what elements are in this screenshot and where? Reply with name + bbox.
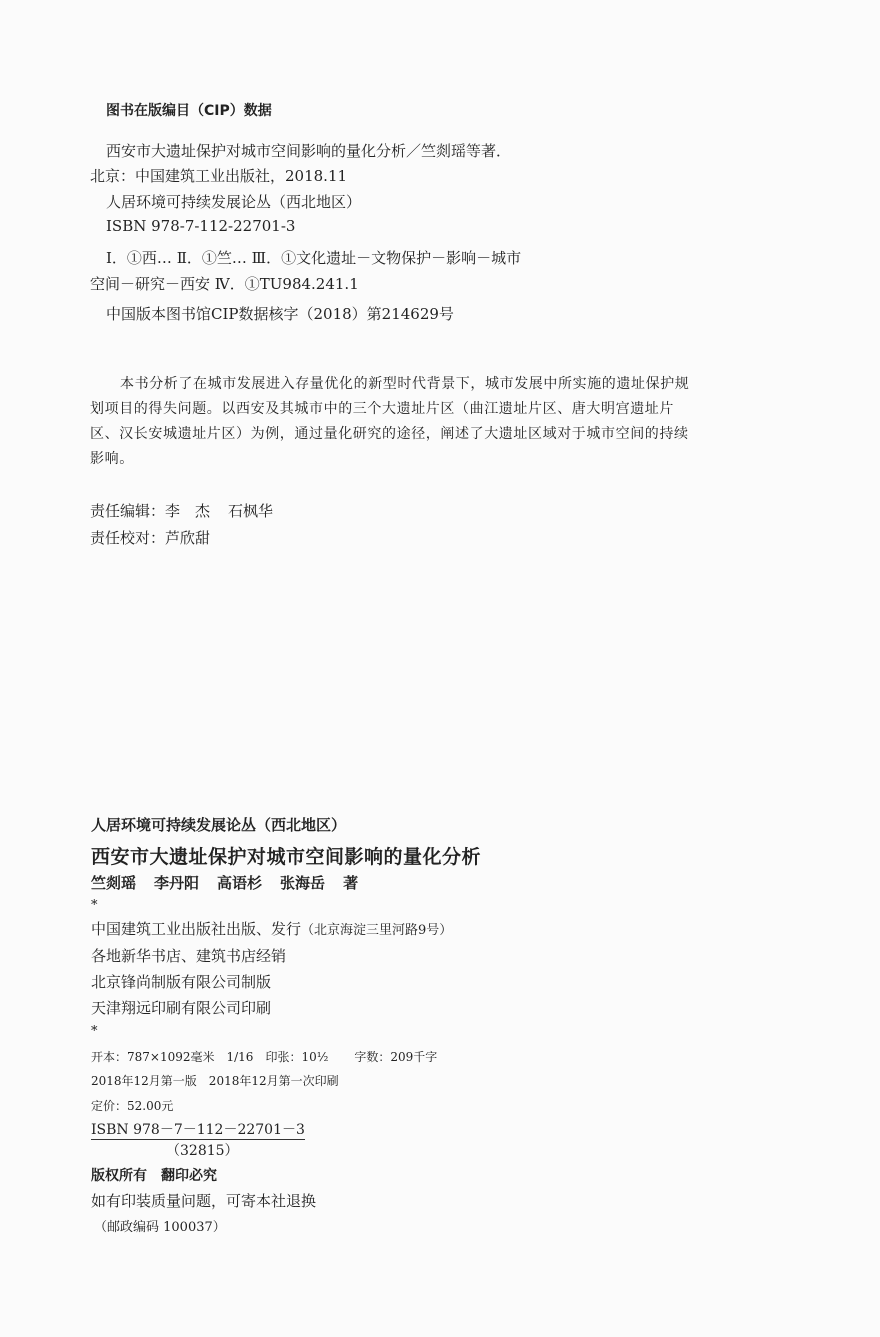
editor-label: 责任编辑：	[90, 502, 166, 520]
book-code: （32815）	[166, 1143, 239, 1159]
author-4: 张海岳	[280, 874, 326, 892]
cip-line-title: 西安市大遗址保护对城市空间影响的量化分析／竺剡瑶等著．	[106, 142, 512, 160]
editor-name-2: 石枫华	[228, 502, 274, 520]
isbn-barcode-line	[91, 1119, 305, 1139]
proof-name: 芦欣甜	[165, 529, 211, 547]
author-3: 高语杉	[217, 874, 263, 892]
cip-heading: 图书在版编目（CIP）数据	[106, 103, 272, 119]
separator-star-1: *	[91, 898, 98, 913]
cip-line-isbn: ISBN 978-7-112-22701-3	[106, 217, 296, 235]
cip-line-series: 人居环境可持续发展论丛（西北地区）	[106, 193, 362, 211]
author-1: 竺剡瑶	[91, 874, 137, 892]
printer: 天津翔远印刷有限公司印刷	[91, 999, 272, 1017]
publisher-line	[91, 918, 452, 939]
author-2: 李丹阳	[154, 874, 200, 892]
cip-line-publisher: 北京：中国建筑工业出版社，2018.11	[90, 167, 348, 185]
edition-line: 2018年12月第一版 2018年12月第一次印刷	[91, 1074, 339, 1088]
postcode: （邮政编码 100037）	[94, 1220, 226, 1235]
return-notice: 如有印装质量问题，可寄本社退换	[91, 1192, 317, 1210]
cip-line-classification-1: Ⅰ．①西… Ⅱ．①竺… Ⅲ．①文化遗址－文物保护－影响－城市	[106, 249, 522, 267]
authors	[91, 872, 358, 893]
responsible-editors	[90, 500, 273, 521]
separator-star-2: *	[91, 1024, 98, 1039]
format-line	[91, 1048, 437, 1065]
series-name: 人居环境可持续发展论丛（西北地区）	[91, 816, 347, 834]
authors-suffix: 著	[343, 874, 359, 892]
editor-name-1: 李 杰	[165, 502, 211, 520]
distributor: 各地新华书店、建筑书店经销	[91, 947, 287, 965]
responsible-proofreader	[90, 527, 210, 548]
book-title: 西安市大遗址保护对城市空间影响的量化分析	[91, 846, 482, 868]
publisher: 中国建筑工业出版社出版、发行	[91, 920, 302, 938]
book-summary: 本书分析了在城市发展进入存量优化的新型时代背景下，城市发展中所实施的遗址保护规划项目的得失问题。以西安及其城市中的三个大遗址片区（曲江遗址片区、唐大明宫遗址片区、汉长安城遗址片区）为例，通过量化研究的途径，阐述了大遗址区域对于城市空间的持续影响。	[90, 376, 690, 467]
cip-line-classification-2: 空间－研究－西安 Ⅳ．①TU984.241.1	[90, 275, 359, 293]
cip-line-record-number: 中国版本图书馆CIP数据核字（2018）第214629号	[106, 305, 454, 323]
typesetter: 北京锋尚制版有限公司制版	[91, 973, 272, 991]
copyright-notice: 版权所有 翻印必究	[91, 1168, 217, 1184]
book-format: 开本：787×1092毫米 1/16 印张：10½	[91, 1050, 329, 1064]
price: 定价：52.00元	[91, 1099, 174, 1113]
isbn: ISBN 978－7－112－22701－3	[91, 1122, 305, 1138]
proof-label: 责任校对：	[90, 529, 166, 547]
word-count: 字数：209千字	[354, 1050, 438, 1064]
publisher-address: （北京海淀三里河路9号）	[301, 923, 453, 938]
